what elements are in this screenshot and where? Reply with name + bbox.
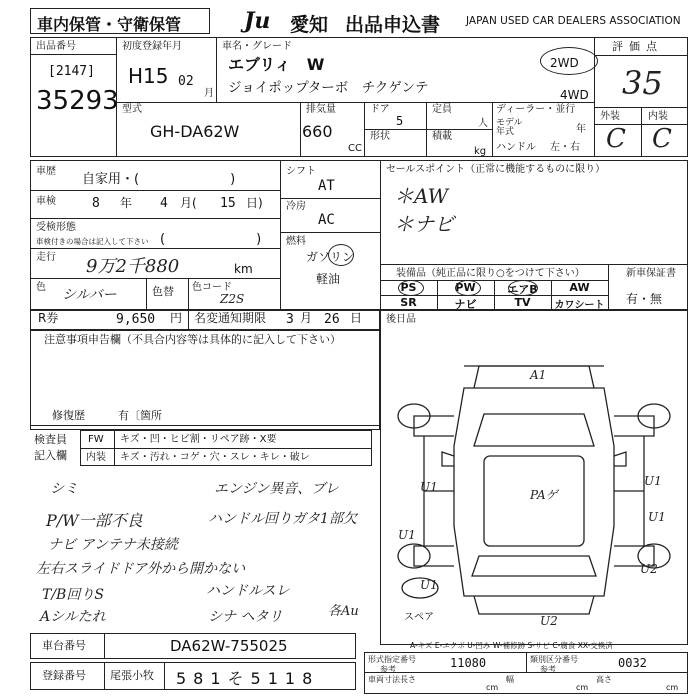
form-title: 出品申込書 xyxy=(345,14,441,36)
inspection-day: 15 xyxy=(220,196,236,211)
equipment-title: 装備品（純正品に限り○をつけて下さい） xyxy=(396,268,585,279)
receipt-note: 車検付きの場合は記入して下さい xyxy=(36,237,149,246)
mileage-label: 走行 xyxy=(36,252,56,263)
warranty-title: 新車保証書 xyxy=(626,268,676,279)
category-label: 類別区分番号 xyxy=(530,655,578,664)
notes-title: 注意事項申告欄（不具合内容等は具体的に記入して下さい） xyxy=(44,333,341,346)
car-name: エブリィ W xyxy=(228,55,325,74)
rear-goods-label: 後日品 xyxy=(386,314,416,325)
storage-tag-text: 車内保管・守衛保管 xyxy=(37,15,182,34)
note-3: P/W一部不良 xyxy=(46,511,143,530)
length-label: 車両寸法 xyxy=(368,675,400,684)
doors-value: 5 xyxy=(396,114,404,128)
aircon-label: 冷房 xyxy=(286,201,306,212)
drive-2wd: 2WD xyxy=(550,56,579,70)
length-sub: 長さ xyxy=(400,675,416,684)
pw-circle xyxy=(455,280,481,296)
displacement-unit: CC xyxy=(348,143,362,154)
displacement-value: 660 xyxy=(302,122,333,141)
drive-2wd-circle xyxy=(540,47,598,75)
inspection-year: 8 xyxy=(92,196,100,211)
diagram-label-8: U1 xyxy=(420,578,438,592)
load-unit: kg xyxy=(474,146,487,157)
interior-label: 内装 xyxy=(648,111,668,122)
selling-points-title: セールスポイント（正常に機能するものに限り） xyxy=(386,164,606,175)
listing-sub-code: [2147] xyxy=(48,64,95,79)
inspection-month: 4 xyxy=(160,196,168,211)
inspection-year-unit: 年 xyxy=(120,196,133,210)
recycle-label: R券 xyxy=(38,311,59,325)
repair-value: 有〔箇所 xyxy=(118,409,162,422)
fuel-gas-circle xyxy=(328,244,354,266)
length-cm: cm xyxy=(486,683,499,692)
diagram-label-spare: スペア xyxy=(404,612,434,623)
storage-tag xyxy=(30,8,210,34)
category-sub: 参考 xyxy=(540,665,556,674)
note-8: ハンドルスレ xyxy=(206,583,290,599)
selling-point-1: ＊AW xyxy=(394,184,449,208)
designation-label: 形式指定番号 xyxy=(368,655,416,664)
diagram-label-3: PAゲ xyxy=(530,488,558,502)
repair-label: 修復歴 xyxy=(52,409,85,422)
diagram-label-4: U1 xyxy=(644,474,662,488)
diagram-label-10: U2 xyxy=(640,562,658,576)
listing-number-label: 出品番号 xyxy=(36,41,76,52)
mileage-unit: km xyxy=(234,262,253,276)
notice-month: 3 xyxy=(286,312,294,327)
color-code-label: 色コード xyxy=(192,282,232,293)
model-label: 型式 xyxy=(122,104,142,115)
capacity-label: 定員 xyxy=(432,104,452,115)
inspector-label-2: 記入欄 xyxy=(34,449,67,462)
plate-area: 尾張小牧 xyxy=(110,669,154,682)
first-reg-month-unit: 月 xyxy=(204,88,214,99)
car-name-label: 車名・グレード xyxy=(222,41,292,52)
listing-number: 35293 xyxy=(36,86,119,116)
designation-sub: 参考 xyxy=(380,665,396,674)
recycle-amount: 9,650 xyxy=(116,312,156,327)
width-cm: cm xyxy=(576,683,589,692)
grade-score: 35 xyxy=(622,64,663,102)
chassis-number: DA62W-755025 xyxy=(170,637,288,655)
model-value: GH-DA62W xyxy=(150,122,240,141)
shape-label: 形状 xyxy=(370,131,390,142)
model-year-unit: 年 xyxy=(576,124,586,135)
selling-point-2: ＊ナビ xyxy=(394,212,454,236)
inspector-fw-items: キズ・凹・ヒビ割・リペア跡・X要 xyxy=(120,434,277,445)
aircon-value: AC xyxy=(318,212,335,228)
diagram-label-2: U1 xyxy=(398,528,416,542)
capacity-unit: 人 xyxy=(478,118,488,129)
inspection-day-unit: 日) xyxy=(246,196,263,210)
inspector-fw-label: FW xyxy=(88,434,104,445)
notice-day: 26 xyxy=(324,312,340,327)
notice-label: 名変通知期限 xyxy=(194,311,267,325)
inspection-month-unit: 月( xyxy=(180,196,197,210)
note-7: T/B回りS xyxy=(42,587,104,603)
receipt-label: 受検形態 xyxy=(36,222,76,233)
diagram-legend: A-キズ E-エクボ U-凹み W-補修跡 S-サビ C-腐食 XX-交換済 xyxy=(410,641,613,650)
equipment-navi: ナビ xyxy=(454,298,477,311)
doors-label: ドア xyxy=(370,104,390,115)
notice-day-unit: 日 xyxy=(350,311,363,325)
note-1: シミ xyxy=(50,481,78,497)
dealer-label: ディーラー・並行 xyxy=(496,104,576,115)
mileage-value: 9万2千880 xyxy=(86,256,180,277)
diagram-label-6: A1 xyxy=(530,368,547,382)
displacement-label: 排気量 xyxy=(306,104,336,115)
note-2: エンジン異音、ブレ xyxy=(214,481,339,497)
org-name: 愛知 xyxy=(290,14,329,36)
height-label: 高さ xyxy=(596,675,612,684)
fuel-diesel: 軽油 xyxy=(316,272,341,286)
history-value: 自家用・( ) xyxy=(82,172,236,187)
note-6: 左右スライドドア外から開かない xyxy=(36,561,246,577)
ju-logo: Ju xyxy=(244,8,271,34)
height-cm: cm xyxy=(666,683,679,692)
color-value: シルバー xyxy=(62,287,117,303)
notice-month-unit: 月 xyxy=(300,311,313,325)
plate-number: 581そ5118 xyxy=(176,669,320,688)
interior-grade: C xyxy=(652,124,672,154)
warranty-value: 有・無 xyxy=(626,292,663,306)
equipment-leather-seat: カワシート xyxy=(554,300,605,311)
inspection-label: 車検 xyxy=(36,196,56,207)
grade-title: 評価点 xyxy=(612,40,663,53)
receipt-value: ( ) xyxy=(160,232,262,247)
equipment-pw: PW xyxy=(455,281,476,294)
fuel-label: 燃料 xyxy=(286,236,306,247)
plate-label: 登録番号 xyxy=(42,669,86,682)
first-reg-month: 02 xyxy=(178,74,194,89)
shift-label: シフト xyxy=(286,166,316,177)
color-label: 色 xyxy=(36,282,46,293)
exterior-label: 外装 xyxy=(600,111,620,122)
inspector-label-1: 検査員 xyxy=(34,433,67,446)
note-11: 各Au xyxy=(328,604,359,619)
note-4: ハンドル回りガタ1部欠 xyxy=(208,511,357,527)
inspector-int-label: 内装 xyxy=(86,452,106,463)
ps-circle xyxy=(398,280,424,296)
model-year-label: モデル年式 xyxy=(496,118,523,137)
fuel-gas: ガソリン xyxy=(306,250,355,264)
airbag-circle xyxy=(508,280,538,296)
equipment-sr: SR xyxy=(400,296,417,309)
history-label: 車歴 xyxy=(36,166,56,177)
diagram-label-9: U2 xyxy=(540,614,558,628)
drive-4wd: 4WD xyxy=(560,88,589,102)
width-label: 幅 xyxy=(506,675,514,684)
first-reg-year: H15 xyxy=(128,64,169,88)
car-grade: ジョイポップターボ チクゲンテ xyxy=(228,80,429,96)
color-swap-label: 色替 xyxy=(152,285,174,298)
chassis-label: 車台番号 xyxy=(42,639,86,652)
load-label: 積載 xyxy=(432,131,452,142)
designation-value: 11080 xyxy=(450,656,487,670)
form-subtitle: JAPAN USED CAR DEALERS ASSOCIATION xyxy=(466,15,681,27)
inspector-int-items: キズ・汚れ・コゲ・穴・スレ・キレ・破レ xyxy=(120,452,310,463)
note-9: Aシルたれ xyxy=(40,609,106,625)
equipment-aw: AW xyxy=(569,281,590,294)
note-10: シナ ヘタリ xyxy=(208,609,283,625)
diagram-label-5: U1 xyxy=(648,510,666,524)
category-value: 0032 xyxy=(618,656,647,670)
handle-label: ハンドル xyxy=(496,142,536,153)
diagram-label-1: U1 xyxy=(420,480,438,494)
color-code: Z2S xyxy=(220,292,245,306)
note-5: ナビ アンテナ未接続 xyxy=(48,537,178,553)
exterior-grade: C xyxy=(606,124,626,154)
handle-value: 左・右 xyxy=(550,142,580,153)
equipment-tv: TV xyxy=(514,296,531,309)
first-reg-label: 初度登録年月 xyxy=(122,41,182,52)
shift-value: AT xyxy=(318,178,335,194)
recycle-unit: 円 xyxy=(170,311,183,325)
equipment-airbag: エアB xyxy=(507,283,538,296)
equipment-ps: PS xyxy=(400,281,417,294)
